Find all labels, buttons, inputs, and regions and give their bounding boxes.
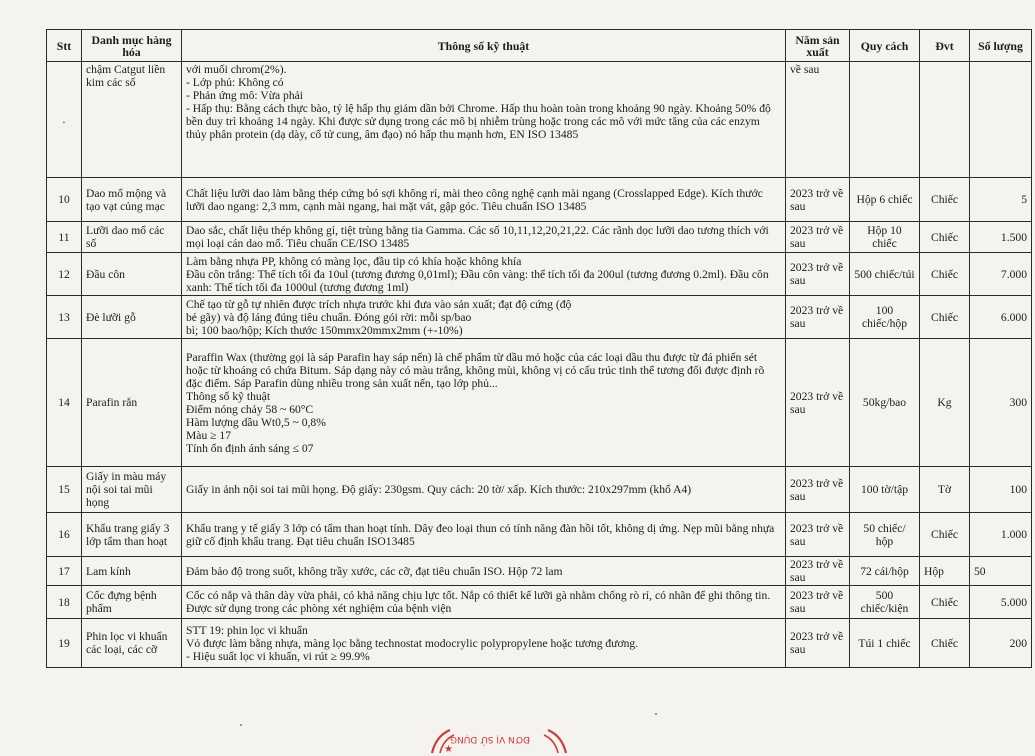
table-row bbox=[47, 339, 1032, 467]
cell-packaging: 100 chiếc/hộp bbox=[850, 296, 920, 339]
procurement-spec-table bbox=[46, 29, 1032, 668]
cell-unit: Chiếc bbox=[920, 253, 970, 296]
cell-spec bbox=[182, 557, 786, 586]
spec-line: với muối chrom(2%). bbox=[186, 63, 287, 76]
cell-quantity: 100 bbox=[970, 467, 1032, 513]
scan-speck bbox=[240, 724, 242, 726]
spec-line: - Lớp phủ: Không có bbox=[186, 76, 284, 89]
cell-unit bbox=[920, 62, 970, 178]
cell-spec bbox=[182, 178, 786, 222]
cell-stt: 17 bbox=[47, 557, 82, 586]
cell-stt: 12 bbox=[47, 253, 82, 296]
table-row bbox=[47, 296, 1032, 339]
cell-quantity: 6.000 bbox=[970, 296, 1032, 339]
spec-line: - Hiệu suất lọc vi khuẩn, vi rút ≥ 99.9% bbox=[186, 649, 370, 663]
spec-line: Làm bằng nhựa PP, không có màng lọc, đầu tip có khía hoặc không khía bbox=[186, 254, 522, 268]
header-packaging: Quy cách bbox=[850, 30, 920, 62]
cell-unit: Chiếc bbox=[920, 178, 970, 222]
cell-year: 2023 trở về sau bbox=[786, 557, 850, 586]
cell-year: 2023 trở về sau bbox=[786, 178, 850, 222]
cell-unit: Chiếc bbox=[920, 222, 970, 253]
cell-year: 2023 trở về sau bbox=[786, 339, 850, 467]
cell-spec bbox=[182, 513, 786, 557]
cell-spec bbox=[182, 62, 786, 178]
cell-spec bbox=[182, 296, 786, 339]
cell-packaging: 500 chiếc/kiện bbox=[850, 586, 920, 619]
table-row bbox=[47, 222, 1032, 253]
spec-line: Giấy in ảnh nội soi tai mũi họng. Độ giấy: 230gsm. Quy cách: 20 tờ/ xấp. Kích thước: 210x297mm (khổ A4) bbox=[186, 483, 692, 496]
cell-unit: Chiếc bbox=[920, 619, 970, 668]
table-row bbox=[47, 586, 1032, 619]
cell-spec bbox=[182, 586, 786, 619]
spec-line: Paraffin Wax (thường gọi là sáp Parafin hay sáp nến) là chế phẩm từ dầu mỏ hoặc của các loại dầu thu được từ đá phiến sét hoặc từ khoáng có chứa Bitum. Sáp dạng này có màu trắng, không mùi, không vị có cấu trúc tinh thể tương đối được định rõ đặc điểm. Sáp Parafin dùng nhiều trong sản xuất nến, tạo lớp phủ... bbox=[186, 350, 765, 390]
spec-line: - Phản ứng mô: Vừa phải bbox=[186, 89, 304, 102]
cell-stt: 16 bbox=[47, 513, 82, 557]
cell-packaging: Hộp 6 chiếc bbox=[850, 178, 920, 222]
table-row bbox=[47, 253, 1032, 296]
cell-unit: Chiếc bbox=[920, 296, 970, 339]
spec-line: bẻ gãy) và độ láng đúng tiêu chuẩn. Đóng gói rời: mỗi sp/bao bbox=[186, 310, 472, 324]
header-stt: Stt bbox=[47, 30, 82, 62]
spec-line: Cốc có nắp và thân dày vừa phải, có khả năng chịu lực tốt. Nắp có thiết kế lưỡi gà nhằm chống rò rỉ, có nhãn để ghi thông tin. Được sử dụng trong các phòng xét nghiệm của bệnh viện bbox=[186, 589, 771, 615]
cell-year: 2023 trở về sau bbox=[786, 513, 850, 557]
spec-line: Màu ≥ 17 bbox=[186, 428, 232, 442]
table-row bbox=[47, 62, 1032, 178]
cell-year: 2023 trở về sau bbox=[786, 296, 850, 339]
cell-stt: 18 bbox=[47, 586, 82, 619]
cell-quantity: 5 bbox=[970, 178, 1032, 222]
spec-line: Chế tạo từ gỗ tự nhiên được trích nhựa trước khi đưa vào sản xuất; đạt độ cứng (độ bbox=[186, 297, 572, 311]
header-spec: Thông số kỹ thuật bbox=[182, 30, 786, 62]
cell-quantity: 50 bbox=[970, 557, 1032, 586]
cell-item-name: Parafin rắn bbox=[82, 339, 182, 467]
cell-unit: Chiếc bbox=[920, 513, 970, 557]
table-row bbox=[47, 467, 1032, 513]
cell-item-name: chậm Catgut liền kim các số bbox=[82, 62, 182, 178]
spec-line: Đảm bảo độ trong suốt, không trầy xước, các cỡ, đạt tiêu chuẩn ISO. Hộp 72 lam bbox=[186, 564, 563, 578]
cell-item-name: Đè lưỡi gỗ bbox=[82, 296, 182, 339]
cell-year: 2023 trở về sau bbox=[786, 619, 850, 668]
cell-item-name: Phin lọc vi khuẩn các loại, các cỡ bbox=[82, 619, 182, 668]
cell-item-name: Cốc đựng bệnh phẩm bbox=[82, 586, 182, 619]
cell-quantity: 5.000 bbox=[970, 586, 1032, 619]
spec-line: STT 19: phin lọc vi khuẩn bbox=[186, 623, 308, 637]
cell-stt: 19 bbox=[47, 619, 82, 668]
cell-spec bbox=[182, 619, 786, 668]
cell-stt: 11 bbox=[47, 222, 82, 253]
spec-line: Hàm lượng dầu Wt0,5 ~ 0,8% bbox=[186, 415, 326, 429]
cell-quantity: 7.000 bbox=[970, 253, 1032, 296]
cell-unit: Tờ bbox=[920, 467, 970, 513]
spec-line: Tính ổn định ánh sáng ≤ 07 bbox=[186, 441, 314, 455]
cell-spec bbox=[182, 222, 786, 253]
spec-line: Vỏ được làm bằng nhựa, màng lọc bằng technostat modocrylic polypropylene hoặc tương đương. bbox=[186, 636, 639, 650]
spec-line: Thông số kỹ thuật bbox=[186, 389, 271, 403]
spec-line: - Hấp thụ: Bằng cách thực bào, tỷ lệ hấp thụ giảm dần bởi Chrome. Hấp thu hoàn toàn trong khoảng 90 ngày. Khoảng 50% độ bền duy trì khoảng 14 ngày. Khi được sử dụng trong các mô bị nhiễm trùng hoặc trong các mô với mức tăng của các enzym thủy phân protein (dạ dày, cổ tử cung, âm đạo) nó hấp thu mạnh hơn, EN ISO 13485 bbox=[186, 102, 771, 141]
header-year: Năm sản xuất bbox=[786, 30, 850, 62]
spec-line: Chất liệu lưỡi dao làm bằng thép cứng bó sợi không rỉ, mài theo công nghệ cạnh mài ngang (Crosslapped Edge). Kích thước lưỡi dao ngang: 2,3 mm, cạnh mài ngang, hai mặt vát, gập góc. Tiêu chuẩn ISO 13485 bbox=[186, 186, 763, 213]
spec-line: Điểm nóng chảy 58 ~ 60°C bbox=[186, 402, 314, 416]
table-header-row bbox=[47, 30, 1032, 62]
cell-spec bbox=[182, 467, 786, 513]
cell-unit: Hộp bbox=[920, 557, 970, 586]
scan-speck bbox=[655, 713, 657, 715]
cell-packaging: 50 chiếc/ hộp bbox=[850, 513, 920, 557]
cell-item-name: Dao mổ mộng và tạo vạt củng mạc bbox=[82, 178, 182, 222]
spec-line: Khẩu trang y tế giấy 3 lớp có tẩm than hoạt tính. Dây đeo loại thun có tính năng đàn hồi tốt, không dị ứng. Nẹp mũi bằng nhựa giữ cố định khẩu trang. Đạt tiêu chuẩn ISO13485 bbox=[186, 521, 775, 548]
cell-stt: 14 bbox=[47, 339, 82, 467]
header-unit: Đvt bbox=[920, 30, 970, 62]
cell-packaging bbox=[850, 62, 920, 178]
cell-packaging: 100 tờ/tập bbox=[850, 467, 920, 513]
header-quantity: Số lượng bbox=[970, 30, 1032, 62]
cell-packaging: Hộp 10 chiếc bbox=[850, 222, 920, 253]
table-row bbox=[47, 513, 1032, 557]
cell-packaging: 50kg/bao bbox=[850, 339, 920, 467]
cell-year: về sau bbox=[786, 62, 850, 178]
cell-item-name: Lưỡi dao mổ các số bbox=[82, 222, 182, 253]
cell-year: 2023 trở về sau bbox=[786, 253, 850, 296]
cell-spec bbox=[182, 253, 786, 296]
cell-item-name: Đầu côn bbox=[82, 253, 182, 296]
svg-text:ĐƠN VỊ SỬ DỤNG: ĐƠN VỊ SỬ DỤNG bbox=[450, 734, 530, 744]
cell-quantity: 300 bbox=[970, 339, 1032, 467]
table-row bbox=[47, 619, 1032, 668]
cell-packaging: Túi 1 chiếc bbox=[850, 619, 920, 668]
stamp-seal-icon bbox=[426, 726, 572, 754]
cell-stt: 15 bbox=[47, 467, 82, 513]
cell-unit: Chiếc bbox=[920, 586, 970, 619]
cell-packaging: 72 cái/hộp bbox=[850, 557, 920, 586]
cell-spec bbox=[182, 339, 786, 467]
cell-unit: Kg bbox=[920, 339, 970, 467]
cell-packaging: 500 chiếc/túi bbox=[850, 253, 920, 296]
official-stamp bbox=[426, 726, 572, 754]
cell-stt: 10 bbox=[47, 178, 82, 222]
spec-line: Đầu côn trắng: Thể tích tối đa 10ul (tương đương 0,01ml); Đầu côn vàng: thể tích tối đa 200ul (tương đương 0.2ml). Đầu côn xanh: Thể tích tối đa 1000ul (tương đương 1ml) bbox=[186, 267, 769, 294]
document-sheet bbox=[46, 29, 1031, 668]
spec-line: Dao sắc, chất liệu thép không gỉ, tiệt trùng bằng tia Gamma. Các số 10,11,12,20,21,22. Các rãnh dọc lưỡi dao tương thích với mọi loại cán dao mổ. Tiêu chuẩn CE/ISO 13485 bbox=[186, 224, 769, 250]
cell-item-name: Khẩu trang giấy 3 lớp tẩm than hoạt bbox=[82, 513, 182, 557]
cell-year: 2023 trở về sau bbox=[786, 222, 850, 253]
cell-item-name: Giấy in màu máy nội soi tai mũi họng bbox=[82, 467, 182, 513]
table-row bbox=[47, 557, 1032, 586]
cell-quantity: 1.000 bbox=[970, 513, 1032, 557]
cell-year: 2023 trở về sau bbox=[786, 586, 850, 619]
cell-item-name: Lam kính bbox=[82, 557, 182, 586]
cell-quantity: 200 bbox=[970, 619, 1032, 668]
header-category: Danh mục hàng hóa bbox=[82, 30, 182, 62]
spec-line: bì; 100 bao/hộp; Kích thước 150mmx20mmx2mm (+-10%) bbox=[186, 323, 463, 337]
table-row bbox=[47, 178, 1032, 222]
cell-quantity bbox=[970, 62, 1032, 178]
cell-quantity: 1.500 bbox=[970, 222, 1032, 253]
cell-year: 2023 trở về sau bbox=[786, 467, 850, 513]
cell-stt: 13 bbox=[47, 296, 82, 339]
svg-text:★: ★ bbox=[444, 744, 453, 754]
cell-stt: . bbox=[47, 62, 82, 178]
